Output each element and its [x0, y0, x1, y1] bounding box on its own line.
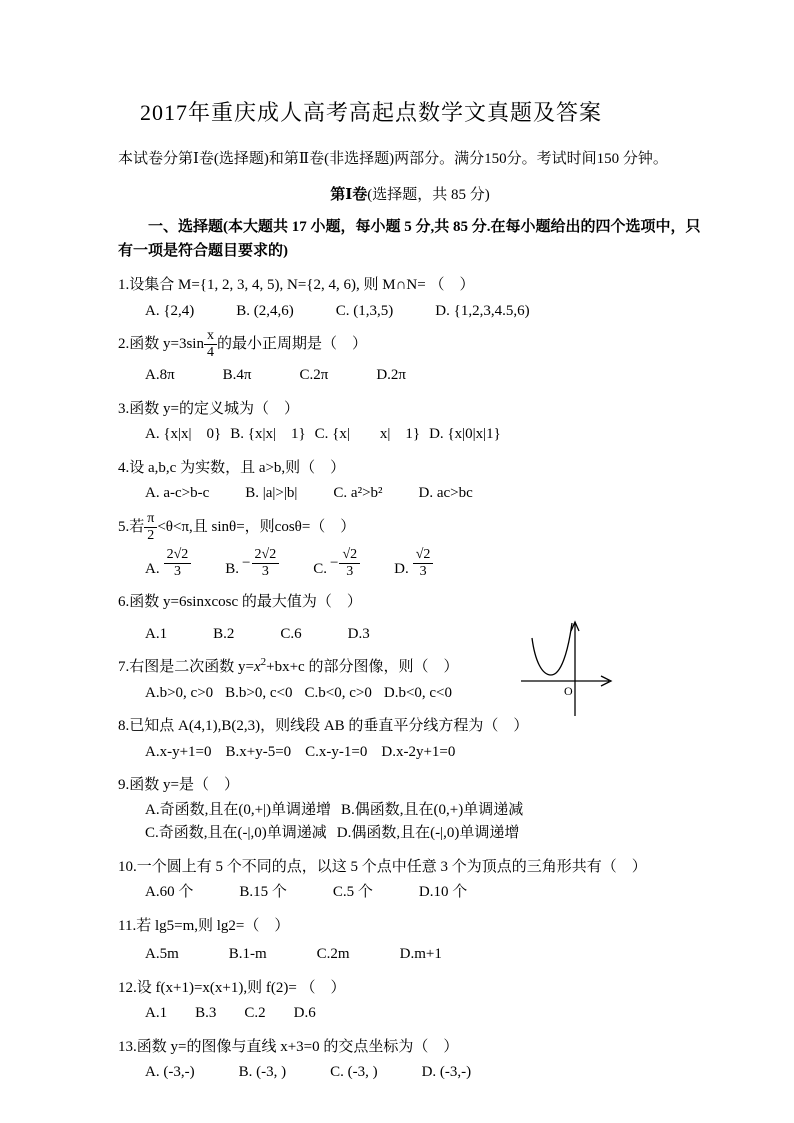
- question-10-option-a: A.60 个: [145, 884, 194, 901]
- question-11-options: [118, 943, 702, 966]
- question-11-option-c: C.2m: [316, 946, 350, 963]
- question-5-stem: [118, 511, 702, 544]
- question-13-option-c: C. (-3, ): [330, 1064, 378, 1081]
- question-13-options: [118, 1061, 702, 1084]
- question-10-option-b: B.15 个: [239, 884, 287, 901]
- question-9-option-d: D.偶函数,且在(-|,0)单调递增: [336, 825, 520, 842]
- question-5-option-d: [394, 547, 433, 580]
- option-label: C.: [313, 560, 327, 577]
- question-3-option-d: D. {x|0|x|1}: [429, 426, 501, 443]
- question-6-option-c: C.6: [280, 625, 302, 642]
- question-7-option-b: B.b>0, c<0: [225, 684, 293, 701]
- question-3-option-c: C. {x| x| 1}: [314, 426, 421, 443]
- question-9-option-b: B.偶函数,且在(0,+)单调递减: [341, 801, 524, 818]
- question-5-stem-pre: 5.若: [118, 518, 145, 535]
- question-5-options: [118, 547, 702, 580]
- question-3: [118, 398, 702, 446]
- question-3-stem: 3.函数 y=的定义城为（ ）: [118, 400, 299, 417]
- question-9-options-row-2: [118, 822, 702, 845]
- fraction: [339, 547, 360, 580]
- question-11-option-a: A.5m: [145, 946, 179, 963]
- question-4-stem: 4.设 a,b,c 为实数，且 a>b,则（ ）: [118, 459, 346, 476]
- question-7: [118, 656, 702, 704]
- question-3-options: [118, 423, 702, 446]
- question-12-options: [118, 1002, 702, 1025]
- parabola-graph: [518, 614, 618, 718]
- option-label: A.: [145, 560, 160, 577]
- question-7-stem-post: +bx+c 的部分图像，则（ ）: [266, 659, 459, 676]
- question-5-stem-post: <θ<π,且 sinθ=，则cosθ=（ ）: [157, 518, 356, 535]
- question-10: [118, 856, 702, 904]
- parabola-curve: [532, 623, 572, 675]
- fraction-numerator: 2√2: [252, 547, 280, 564]
- question-2-option-a: A.8π: [145, 367, 175, 384]
- question-8-option-a: A.x-y+1=0: [145, 743, 212, 760]
- question-6-stem: 6.函数 y=6sinxcosc 的最大值为（ ）: [118, 594, 362, 611]
- option-label: D.: [394, 560, 409, 577]
- question-4-option-a: A. a-c>b-c: [145, 485, 210, 502]
- question-1-option-a: A. {2,4): [145, 302, 195, 319]
- question-6-option-d: D.3: [347, 625, 370, 642]
- question-8-option-d: D.x-2y+1=0: [381, 743, 456, 760]
- part1-heading-bold: 第Ⅰ卷: [330, 187, 368, 203]
- question-12-option-c: C.2: [244, 1005, 266, 1022]
- fraction-numerator: √2: [413, 547, 434, 564]
- question-4: [118, 457, 702, 505]
- part1-heading-rest: (选择题，共 85 分): [367, 187, 490, 203]
- question-7-option-a: A.b>0, c>0: [145, 684, 214, 701]
- question-7-option-d: D.b<0, c<0: [383, 684, 453, 701]
- question-5: [118, 511, 702, 580]
- question-13-option-b: B. (-3, ): [238, 1064, 287, 1081]
- question-4-option-c: C. a²>b²: [333, 485, 383, 502]
- section1-heading: 一、选择题(本大题共 17 小题，每小题 5 分,共 85 分.在每小题给出的四个选项中，只有一项是符合题目要求的): [118, 219, 701, 259]
- math-superscript: 2: [260, 656, 267, 669]
- question-2: [118, 328, 702, 387]
- question-6-option-a: A.1: [145, 625, 168, 642]
- fraction: [252, 547, 280, 580]
- fraction-numerator: π: [144, 511, 157, 528]
- question-9: [118, 774, 702, 845]
- question-3-option-b: B. {x|x| 1}: [230, 426, 306, 443]
- option-sign: −: [242, 555, 251, 572]
- question-8-option-c: C.x-y-1=0: [305, 743, 368, 760]
- question-2-option-d: D.2π: [376, 367, 406, 384]
- question-8-stem: 8.已知点 A(4,1),B(2,3)，则线段 AB 的垂直平分线方程为（ ）: [118, 718, 529, 735]
- fraction-denominator: 4: [206, 345, 214, 361]
- question-11-option-d: D.m+1: [399, 946, 442, 963]
- question-12-stem: 12.设 f(x+1)=x(x+1),则 f(2)= （ ）: [118, 979, 346, 996]
- question-12: [118, 977, 702, 1025]
- question-10-option-c: C.5 个: [332, 884, 373, 901]
- question-13-option-a: A. (-3,-): [145, 1064, 195, 1081]
- question-2-stem-post: 的最小正周期是（ ）: [216, 336, 367, 353]
- question-5-option-b: [225, 547, 279, 580]
- question-12-option-b: B.3: [195, 1005, 217, 1022]
- question-8: [118, 715, 702, 763]
- fraction-denominator: 2: [147, 527, 155, 543]
- question-9-stem: 9.函数 y=是（ ）: [118, 777, 239, 794]
- question-2-option-b: B.4π: [222, 367, 252, 384]
- question-13-stem: 13.函数 y=的图像与直线 x+3=0 的交点坐标为（ ）: [118, 1038, 459, 1055]
- question-11-stem: 11.若 lg5=m,则 lg2=（ ）: [118, 917, 290, 934]
- question-1-stem: 1.设集合 M={1, 2, 3, 4, 5), N={2, 4, 6), 则 M∩N= （ ）: [118, 277, 475, 293]
- exam-intro: 本试卷分第Ⅰ卷(选择题)和第Ⅱ卷(非选择题)两部分。满分150分。考试时间150 分钟。: [118, 151, 668, 167]
- question-8-option-b: B.x+y-5=0: [225, 743, 292, 760]
- part1-heading: [118, 183, 702, 204]
- question-12-option-d: D.6: [293, 1005, 316, 1022]
- fraction-denominator: 3: [173, 563, 181, 579]
- fraction: [164, 547, 192, 580]
- math-variable: x: [253, 659, 261, 676]
- document-title: 2017年重庆成人高考高起点数学文真题及答案: [140, 100, 603, 125]
- question-2-stem-pre: 2.函数 y=3sin: [118, 336, 204, 353]
- question-4-option-b: B. |a|>|b|: [245, 485, 298, 502]
- question-9-option-a: A.奇函数,且在(0,+|)单调递增: [145, 801, 332, 818]
- question-10-stem: 10.一个圆上有 5 个不同的点，以这 5 个点中任意 3 个为顶点的三角形共有（ ）: [118, 858, 647, 875]
- fraction-x-over-4: [204, 328, 217, 361]
- question-5-option-c: [313, 547, 360, 580]
- question-4-options: [118, 482, 702, 505]
- question-2-options: [118, 364, 702, 387]
- question-7-option-c: C.b<0, c>0: [304, 684, 372, 701]
- question-2-stem: [118, 328, 702, 361]
- question-10-options: [118, 881, 702, 904]
- fraction: [413, 547, 434, 580]
- fraction-denominator: 3: [419, 563, 427, 579]
- question-8-options: [118, 741, 702, 764]
- question-10-option-d: D.10 个: [418, 884, 468, 901]
- question-5-option-a: [145, 547, 191, 580]
- question-1-option-c: C. (1,3,5): [335, 302, 394, 319]
- question-1: [118, 274, 702, 322]
- question-6-option-b: B.2: [213, 625, 235, 642]
- fraction-numerator: x: [204, 328, 217, 345]
- question-2-option-c: C.2π: [299, 367, 329, 384]
- question-9-options-row-1: [118, 799, 702, 822]
- fraction-denominator: 3: [261, 563, 269, 579]
- option-sign: −: [329, 555, 339, 572]
- question-11: [118, 915, 702, 966]
- question-1-option-d: D. {1,2,3,4.5,6): [435, 302, 530, 319]
- fraction-denominator: 3: [346, 563, 354, 579]
- origin-label: O: [564, 684, 573, 699]
- question-9-option-c: C.奇函数,且在(-|,0)单调递减: [145, 825, 327, 842]
- fraction-numerator: √2: [339, 547, 360, 564]
- fraction-pi-over-2: [144, 511, 157, 544]
- option-label: B.: [225, 560, 240, 577]
- question-1-options: [118, 300, 702, 323]
- question-12-option-a: A.1: [145, 1005, 168, 1022]
- question-3-option-a: A. {x|x| 0}: [145, 426, 222, 443]
- question-1-option-b: B. (2,4,6): [236, 302, 294, 319]
- question-13-option-d: D. (-3,-): [421, 1064, 472, 1081]
- fraction-numerator: 2√2: [164, 547, 192, 564]
- question-11-option-b: B.1-m: [228, 946, 267, 963]
- question-7-stem-pre: 7.右图是二次函数 y=: [118, 659, 254, 676]
- question-13: [118, 1036, 702, 1084]
- question-4-option-d: D. ac>bc: [418, 485, 473, 502]
